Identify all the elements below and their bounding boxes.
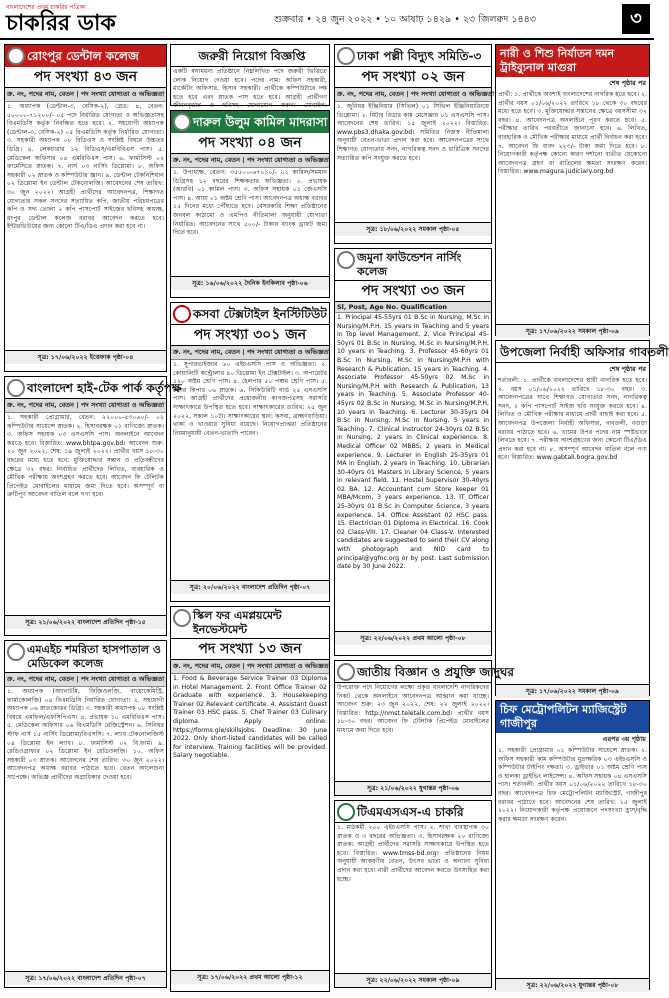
ad-title: জমুনা ফাউন্ডেশন নার্সিং কলেজ: [335, 249, 491, 281]
ad-title: এমএইচ শমরিতা হাসপাতাল ও মেডিকেল কলেজ: [5, 641, 166, 673]
ad-body: একটি স্বনামধন্য প্রতিষ্ঠানে নিম্নলিখিত পদে জরুরী ভিত্তিতে লোক নিয়োগ দেওয়া হবে। পদের নাম: অফিস সহকারী, মার্কেটিং অফিসার, হিসাব সহকারী। প্রার্থীকে কম্পিউটারে দক্ষ হতে হবে এবং স্নাতক পাস হতে হবে। আগ্রহী প্রার্থীগণ জীবনবৃত্তান্ত ও ছবিসহ যোগাযোগ করুন। মোবাইল:: [173, 68, 327, 110]
emblem-icon: [337, 251, 355, 269]
ad-title: দারুল উলুম কামিল মাদরাসা: [171, 111, 329, 133]
ad-dhaka-palli-bidyut: [334, 44, 495, 244]
ad-body: শর্তাবলী: ১. প্রার্থীকে বাংলাদেশের স্থায়ী নাগরিক হতে হবে। ২. বয়স ০১/০৬/২০২২ তারিখে ১৮-৩০ বছর। ৩. আবেদনপত্রের সাথে শিক্ষাগত যোগ্যতার সনদ, নাগরিকত্ব সনদ, ২ কপি পাসপোর্ট সাইজ ছবি সংযুক্ত করতে হবে। ৪. লিখিত ও মৌখিক পরীক্ষার মাধ্যমে প্রার্থী বাছাই করা হবে। ৫. আবেদনপত্র উপজেলা নির্বাহী অফিসার, গাবতলী, বগুড়া বরাবর পাঠাতে হবে। ৬. খামের উপর পদের নাম স্পষ্টভাবে লিখতে হবে। ৭. পরীক্ষায় অংশগ্রহণের জন্য কোনো টিএ/ডিএ প্রদান করা হবে না। ৮. অসম্পূর্ণ আবেদন বাতিল বলে গণ্য হবে। বিস্তারিত: www.gabtali.bogra.gov.bd: [498, 377, 647, 462]
logo-text: চাকরির ডাক: [6, 11, 116, 36]
tagline: বাংলাদেশের প্রথম চাকরির পত্রিকা: [6, 4, 86, 11]
continued-marker: শেষ পৃষ্ঠার পর: [609, 365, 646, 373]
source-line: সূত্র: ১৭/০৬/২০২২ ইত্তেফাক পৃষ্ঠা-০৪: [5, 350, 166, 364]
ad-title: রোংপুর ডেন্টাল কলেজ: [5, 45, 166, 67]
table-header: ক্র. নং, পদের নাম, বেতন | পদ সংখ্যা যোগ্যতা ও অভিজ্ঞতা: [5, 673, 166, 687]
emblem-icon: [337, 803, 355, 821]
table-header: ক্র. নং, পদের নাম, বেতন | পদ সংখ্যা যোগ্যতা ও অভিজ্ঞতা: [171, 660, 329, 674]
ad-body: প্রার্থী: ১. প্রার্থীকে অবশ্যই বাংলাদেশের নাগরিক হতে হবে। ২. প্রার্থীর বয়স ০১/০৬/২০২২ তারিখে ১৮ থেকে ৩০ বছরের মধ্যে হতে হবে। ৩. মুক্তিযোদ্ধার সন্তানের ক্ষেত্রে বয়সসীমা ৩২ বছর। ৪. আবেদনপত্র অনলাইনে পূরণ করতে হবে। ৫. পরীক্ষার তারিখ পরবর্তীতে জানানো হবে। ৬. লিখিত, ব্যবহারিক ও মৌখিক পরীক্ষার মাধ্যমে প্রার্থী নির্বাচন করা হবে। ৭. আবেদন ফি বাবদ ২২৩/- টাকা জমা দিতে হবে। ৮. নিয়োগকারী কর্তৃপক্ষ কোনো কারণ দর্শানো ব্যতীত যেকোনো আবেদনপত্র গ্রহণ বা বাতিলের ক্ষমতা সংরক্ষণ করেন। বিস্তারিত: www.magura.judiciary.org.bd: [498, 91, 647, 176]
page-number: ৩: [622, 4, 650, 34]
post-count: পদ সংখ্যা ৩৩ জন: [335, 281, 491, 302]
column-3: [334, 44, 514, 992]
table-header: Sl, Post, Age No. Qualification: [335, 302, 491, 313]
ad-body: ১. সহকারী প্রোগ্রামার, বেতন: ২২০০০-৫৩০৬০/- ০২ কম্পিউটার সায়েন্সে স্নাতক। ২. হিসাবরক্ষক ০১ বাণিজ্যে স্নাতক। ৩. অফিস সহায়ক ০৩ এসএসসি পাস। অনলাইনে আবেদন করতে হবে। বিস্তারিত: www.bhtpa.gov.bd। আবেদন শুরু: ২০ জুন ২০২২, শেষ: ১৯ জুলাই ২০২২। প্রার্থীর বয়স ১৮-৩০ বছরের মধ্যে হতে হবে; মুক্তিযোদ্ধার সন্তান ও প্রতিবন্ধীদের ক্ষেত্রে ৩২ বছর। নির্বাচিত প্রার্থীদের লিখিত, ব্যবহারিক ও মৌখিক পরীক্ষায় অংশগ্রহণ করতে হবে। আবেদন ফি টেলিটক প্রিপেইড মোবাইলের মাধ্যমে জমা দিতে হবে। অসম্পূর্ণ বা ত্রুটিপূর্ণ আবেদন বাতিল বলে গণ্য হবে।: [7, 414, 164, 499]
ad-cmm-gazipur: [495, 700, 650, 990]
ad-body: ১. সহকারী প্রোগ্রামার ০১ কম্পিউটার সায়েন্সে স্নাতক। ২. অফিস সহকারী কাম কম্পিউটার মুদ্রাক্ষরিক ০৩ এইচএসসি ও কম্পিউটার টাইপিং দক্ষতা। ৩. ড্রাইভার ০১ অষ্টম শ্রেণি পাস ও হালকা ড্রাইভিং লাইসেন্স। ৪. অফিস সহায়ক ০৪ এসএসসি পাস। শর্তাবলী: প্রার্থীর বয়স ০১/০৬/২০২২ তারিখে ১৮-৩০ বছর। আবেদনপত্র চিফ মেট্রোপলিটন ম্যাজিস্ট্রেট, গাজীপুর বরাবর পাঠাতে হবে। আবেদনের শেষ তারিখ: ১৫ জুলাই ২০২২। নিয়োগকারী কর্তৃপক্ষ প্রয়োজনে পদসংখ্যা হ্রাস/বৃদ্ধি করার ক্ষমতা সংরক্ষণ করেন।: [498, 747, 647, 823]
ad-urgent-recruitment: [170, 44, 330, 110]
source-line: সূত্র: ১৮/০৬/২০২২ সমকাল পৃষ্ঠা-০৫: [335, 222, 491, 236]
ad-kasba-textile: [170, 302, 330, 602]
post-count: পদ সংখ্যা ৩০১ জন: [171, 325, 329, 346]
emblem-icon: [7, 643, 25, 661]
ad-title: স্কিল ফর এমপ্লয়মেন্ট ইনভেস্টমেন্ট: [171, 607, 329, 639]
post-count: পদ সংখ্যা ০৪ জন: [171, 133, 329, 154]
ad-body: ১. জুনিয়র ইঞ্জিনিয়ার (সিভিল) ০১ সিভিল ইঞ্জিনিয়ারিংয়ে ডিপ্লোমা। ২. মিটার রিডার কাম মেসেঞ্জার ০১ এসএসসি পাস। আবেদনের শেষ তারিখ: ১৫ জুলাই ২০২২। বিস্তারিত: www.pbs3.dhaka.gov.bd। সমিতির নিজস্ব নীতিমালা অনুযায়ী বেতন-ভাতা প্রদান করা হবে। আবেদনপত্রের সাথে শিক্ষাগত যোগ্যতার সনদ, নাগরিকত্ব সনদ ও চারিত্রিক সনদের সত্যায়িত কপি সংযুক্ত করতে হবে।: [337, 103, 489, 162]
source-line: সূত্র: ১৭/০৬/২০২২ সমকাল পৃষ্ঠা-০৯: [496, 324, 649, 338]
emblem-icon: [173, 113, 191, 131]
ad-body: 1. Principal 45-55yrs 01 B.Sc in Nursing, M.Sc in Nursing/M.P.H. 15 years in Teaching and 5 years in Top level Management. 2. Vice Principal 45-50yrs 01 B.Sc in Nursing, M.Sc in Nursing/M.P.H, 10 years in Teaching. 3. Professor 45-60yrs 01 B.Sc in Nursing, M.Sc in Nursing/M.P.H with Research & Publication, 15 years in Teaching. 4. Associate Professor 45-50yrs 02 M.Sc in Nursing/M.P.H with Research & Publication, 13 years in Teaching. 5. Associate Professor 40-45yrs 02 B.Sc in Nursing, M.Sc in Nursing/M.P.H, 10 years in Teaching. 6. Lecturer 30-35yrs 04 B.Sc in Nursing, M.Sc in Nursing, 5 years in Teaching. 7. Clinical Instructor 24-30yrs 02 B.Sc in Nursing, 2 years in Clinical experience. 8. Medical Officer 02 MBBS, 2 years in Medical experience. 9. Lecturer in English 25-35yrs 01 MA in English, 2 years in Teaching. 10. Librarian 30-40yrs 01 Masters in Library Science, 5 years in relevant field. 11. Hostel Supervisor 30-40yrs 02 BA. 12. Accountant cum Store keeper 01 MBA/Mcom, 3 years experience. 13. IT Officer 25-30yrs 01 B.Sc in Computer Science, 3 years experience. 14. Office Assistant 02 HSC pass. 15. Electrician 01 Diploma in Electrical. 16. Cook 02 Class-VIII. 17. Cleaner 04 Class-V. Interested candidates are suggested to send their CV along with photograph and NID card to principal@ygfnc.org or by post. Last submission date by 30 June 2022.: [337, 314, 489, 571]
column-2: [170, 44, 330, 992]
ad-title: উপজেলা নির্বাহী অফিসার গাবতলী: [496, 341, 649, 363]
ad-title: নারী ও শিশু নির্যাতন দমন ট্রাইব্যুনাল মাগুরা: [496, 45, 649, 77]
ad-body: ১. অধ্যাপক (ডেন্টাল-৩, বেসিক-২), গ্রেড: ৪, বেতন: ৫০০০০-৭১২০০/- ০৫ পদে নির্ধারিত যোগ্যতা ও অভিজ্ঞতাসহ বিএমডিসি কর্তৃক নিবন্ধিত হতে হবে। ২. সহযোগী অধ্যাপক (ডেন্টাল-৩, বেসিক-২) ০৫ বিএমডিসি কর্তৃক নির্ধারিত যোগ্যতা। ৩. সহকারী অধ্যাপক ০৮ বিডিএস ও সংশ্লিষ্ট বিষয়ে উচ্চতর ডিগ্রি। ৪. লেকচারার ১২ বিডিএস/এমবিবিএস পাস। ৫. মেডিকেল অফিসার ০৪ এমবিবিএস পাস। ৬. ফার্মাসিস্ট ০২ ফার্মেসিতে স্নাতক। ৭. নার্স ০৩ নার্সিং ডিপ্লোমা। ৮. অফিস সহকারী ০২ স্নাতক ও কম্পিউটার জ্ঞান। ৯. ডেন্টাল টেকনিশিয়ান ০২ ডিপ্লোমা ইন ডেন্টাল টেকনোলজি। আবেদনের শেষ তারিখ: ৩০ জুন ২০২২। আগ্রহী প্রার্থীদের আবেদনপত্র, শিক্ষাগত যোগ্যতার সকল সনদের সত্যায়িত কপি, জাতীয় পরিচয়পত্রের কপি ও সদ্য তোলা ২ কপি পাসপোর্ট সাইজের ছবিসহ অধ্যক্ষ, রংপুর ডেন্টাল কলেজ বরাবর আবেদন করতে হবে। ইন্টারভিউয়ের জন্য কোনো টিএ/ডিএ প্রদান করা হবে না।: [7, 103, 164, 231]
ad-body: 1. Food & Beverage Service Trainer 03 Diploma in Hotel Management. 2. Front Office Trainer 02 Graduate with experience. 3. Housekeeping Trainer 02 Relevant certificate. 4. Assistant Guest Trainer 03 HSC pass. 5. Chef Trainer 03 Culinary diploma. Apply online: https://forms.gle/skillsjobs. Deadline: 30 June 2022. Only short-listed candidates will be called for interview. Training facilities will be provided. Salary negotiable.: [173, 675, 327, 760]
post-count: পদ সংখ্যা ৪৩ জন: [5, 67, 166, 88]
ad-science-museum: [334, 660, 514, 796]
emblem-icon: [337, 47, 355, 65]
ad-title: জরুরী নিয়োগ বিজ্ঞপ্তি: [171, 45, 329, 67]
ad-body: ১. সুপারভাইজার ৬০ এইচএসসি পাস ও অভিজ্ঞতা। ২. কোয়ালিটি কন্ট্রোলার ৪০ ডিপ্লোমা ইন টেক্সটাইল। ৩. অপারেটর ১২০ অষ্টম শ্রেণি পাস। ৪. হেলপার ৫০ পঞ্চম শ্রেণি পাস। ৫. স্টোর কিপার ০৬ স্নাতক। ৬. সিকিউরিটি গার্ড ২৫ এসএসসি পাস। আগ্রহী প্রার্থীদের প্রয়োজনীয় কাগজপত্রসহ সরাসরি সাক্ষাৎকারে উপস্থিত হতে হবে। সাক্ষাৎকারের তারিখ: ২৫ জুন ২০২২, সকাল ১০টা। সাক্ষাৎকারের স্থান: কসবা, ব্রাহ্মণবাড়িয়া। থাকা ও খাওয়ার সুবিধা রয়েছে। নিয়োগপ্রাপ্তরা প্রতিষ্ঠানের নিয়মানুযায়ী বেতন-ভাতাদি পাবেন।: [173, 361, 327, 437]
table-header: ক্র. নং, পদের নাম, বেতন | পদ সংখ্যা যোগ্যতা ও অভিজ্ঞতা: [335, 88, 491, 102]
source-line: সূত্র: ২২/০৬/২০২২ যুগান্তর পৃষ্ঠা-০৮: [496, 978, 649, 992]
newspaper-logo: [6, 4, 126, 38]
ad-body: ১. উপাধ্যক্ষ, বেতন: ৩৫৫০০-৬৭০১০/- ০১ কামিল/সমমান ডিগ্রিসহ ১২ বছরের শিক্ষকতার অভিজ্ঞতা। ২. প্রভাষক (আরবি) ০১ কামিল পাস। ৩. অফিস সহায়ক ০১ জেএসসি পাস। ৪. আয়া ০১ অষ্টম শ্রেণি পাস। আবেদনপত্র অধ্যক্ষ বরাবর ১৫ দিনের মধ্যে পৌঁছাতে হবে। বেসরকারি শিক্ষা প্রতিষ্ঠানের জনবল কাঠামো ও এমপিও নীতিমালা অনুযায়ী যোগ্যতা নির্ধারিত। আবেদনের সাথে ৫০০/- টাকার ব্যাংক ড্রাফট জমা দিতে হবে।: [173, 169, 327, 237]
ad-skills-employment: [170, 606, 330, 992]
post-count: পদ সংখ্যা ১৩ জন: [171, 639, 329, 660]
emblem-icon: [173, 305, 191, 323]
source-line: সূত্র: ২০/০৬/২০২২ বাংলাদেশ প্রতিদিন পৃষ্ঠা-০৭: [171, 580, 329, 594]
emblem-icon: [7, 47, 25, 65]
ad-title: জাতীয় বিজ্ঞান ও প্রযুক্তি জাদুঘর: [335, 661, 491, 683]
ad-body: ১. অধ্যাপক (অ্যানাটমি, ফিজিওলজি, বায়োকেমিস্ট্রি, ফার্মাকোলজি) ০৪ বিএমডিসি নির্ধারিত যোগ্যতা। ২. সহযোগী অধ্যাপক ০৬ স্নাতকোত্তর ডিগ্রি। ৩. সহকারী অধ্যাপক ০৮ সংশ্লিষ্ট বিষয়ে এমফিল/এফসিপিএস। ৪. প্রভাষক ১০ এমবিবিএস পাস। ৫. মেডিকেল অফিসার ০৬ বিএমডিসি রেজিস্ট্রেশন। ৬. সিনিয়র স্টাফ নার্স ১৫ নার্সিং ডিপ্লোমা/বিএসসি। ৭. ল্যাব টেকনোলজিস্ট ০৪ ডিপ্লোমা ইন ল্যাব। ৮. ফার্মাসিস্ট ০২ বি.ফার্ম। ৯. রেডিওগ্রাফার ০২ ডিপ্লোমা ইন রেডিওলজি। ১০. অফিস সহকারী ০৩ স্নাতক। আবেদনের শেষ তারিখ: ৩০ জুন ২০২২। আবেদনপত্র অধ্যক্ষ বরাবর পাঠাতে হবে। বেতন আলোচনা সাপেক্ষে। অভিজ্ঞ প্রার্থীদের অগ্রাধিকার দেওয়া হবে।: [7, 688, 164, 781]
ad-nursing-college: [334, 248, 492, 656]
source-line: সূত্র: ২১/০৬/২০২২ যুগান্তর পৃষ্ঠা-০৬: [335, 781, 491, 795]
continued-marker: শেষ পৃষ্ঠার পর: [609, 79, 646, 87]
continued-marker: এরপর ৩য় পৃষ্ঠায়: [602, 735, 646, 743]
ad-body: ১. মাঠকর্মী ২০০ এইচএসসি পাস। ২. শাখা ব্যবস্থাপক ৩০ স্নাতক ও ৩ বছরের অভিজ্ঞতা। ৩. হিসাবরক্ষক ২০ বাণিজ্যে স্নাতক। আগ্রহী প্রার্থীদের সরাসরি সাক্ষাৎকারে উপস্থিত হতে হবে। বিস্তারিত: www.tmss-bd.org। প্রতিষ্ঠানের নিয়ম অনুযায়ী আকর্ষণীয় বেতন, উৎসব ভাতা ও অন্যান্য সুবিধা প্রদান করা হবে। নারী প্রার্থীদের আবেদন করতে উৎসাহিত করা হচ্ছে।: [337, 824, 489, 883]
emblem-icon: [337, 663, 355, 681]
ad-title: চিফ মেট্রোপলিটন ম্যাজিস্ট্রেট গাজীপুর: [496, 701, 649, 733]
table-header: ক্র. নং, পদের নাম, বেতন | পদ সংখ্যা যোগ্যতা ও অভিজ্ঞতা: [5, 88, 166, 102]
source-line: সূত্র: ১৭/০৬/২০২২ প্রথম আলো পৃষ্ঠা-১২: [171, 970, 329, 984]
ad-madrasa: [170, 110, 330, 298]
emblem-icon: [7, 379, 25, 397]
ad-hitech-park: [4, 376, 182, 636]
ad-tmss: [334, 800, 492, 988]
dateline: শুক্রবার • ২৪ জুন ২০২২ • ১০ আষাঢ় ১৪২৯ • ২৩ জিলক্বদ ১৪৪৩: [273, 14, 537, 25]
source-line: সূত্র: ২১/০৬/২০২২ বাংলাদেশ প্রতিদিন পৃষ্ঠা-১৫: [5, 615, 166, 629]
table-header: ক্র. নং, পদের নাম, বেতন | পদ সংখ্যা যোগ্যতা ও অভিজ্ঞতা: [5, 399, 166, 413]
ad-dental-college: [4, 44, 167, 372]
ad-mh-samorita: [4, 640, 167, 988]
post-count: পদ সংখ্যা ০২ জন: [335, 67, 491, 88]
ad-body: উপরোক্ত পদে নিয়োগের লক্ষ্যে প্রকৃত বাংলাদেশি নাগরিকদের নিকট থেকে অনলাইনে আবেদনপত্র আহ্বান করা যাচ্ছে। আবেদন শুরু: ২৩ জুন ২০২২, শেষ: ২২ জুলাই ২০২২। বিস্তারিত: http://nmst.teletalk.com.bd। প্রার্থীর বয়স ১৮-৩০ বছর। আবেদন ফি টেলিটক প্রিপেইড মোবাইলের মাধ্যমে জমা দিতে হবে।: [337, 684, 489, 734]
source-line: সূত্র: ১৭/০৬/২০২২ বাংলাদেশ প্রতিদিন পৃষ্ঠা-০৭: [5, 971, 166, 985]
ad-title: বাংলাদেশ হাই-টেক পার্ক কর্তৃপক্ষ: [5, 377, 166, 399]
emblem-icon: [173, 609, 191, 627]
ad-title: টিএমএসএস-এ চাকরি: [335, 801, 491, 823]
source-line: সূত্র: ১৭/০৬/২০২২ সমকাল পৃষ্ঠা-০৯: [496, 684, 649, 698]
column-1: [4, 44, 182, 992]
source-line: সূত্র: ২২/০৬/২০২২ প্রথম আলো পৃষ্ঠা-০৮: [335, 631, 491, 645]
ad-title: ঢাকা পল্লী বিদ্যুৎ সমিতি-৩: [335, 45, 491, 67]
source-line: সূত্র: ২২/০৬/২০২২ সমকাল পৃষ্ঠা-০৯: [335, 973, 491, 987]
ad-upazila-gabtali: [495, 340, 669, 696]
masthead: [0, 0, 654, 40]
source-line: সূত্র: ১৬/০৬/২০২২ দৈনিক ইনকিলাব পৃষ্ঠা-০৬: [171, 276, 329, 290]
column-4: [495, 44, 669, 992]
ad-women-tribunal: [495, 44, 650, 336]
table-header: ক্র. নং, পদের নাম, বেতন | পদ সংখ্যা যোগ্যতা ও অভিজ্ঞতা: [171, 346, 329, 360]
ad-title: কসবা টেক্সটাইল ইনস্টিটিউট: [171, 303, 329, 325]
table-header: ক্র. নং, পদের নাম, বেতন | পদ সংখ্যা যোগ্যতা ও অভিজ্ঞতা: [171, 154, 329, 168]
